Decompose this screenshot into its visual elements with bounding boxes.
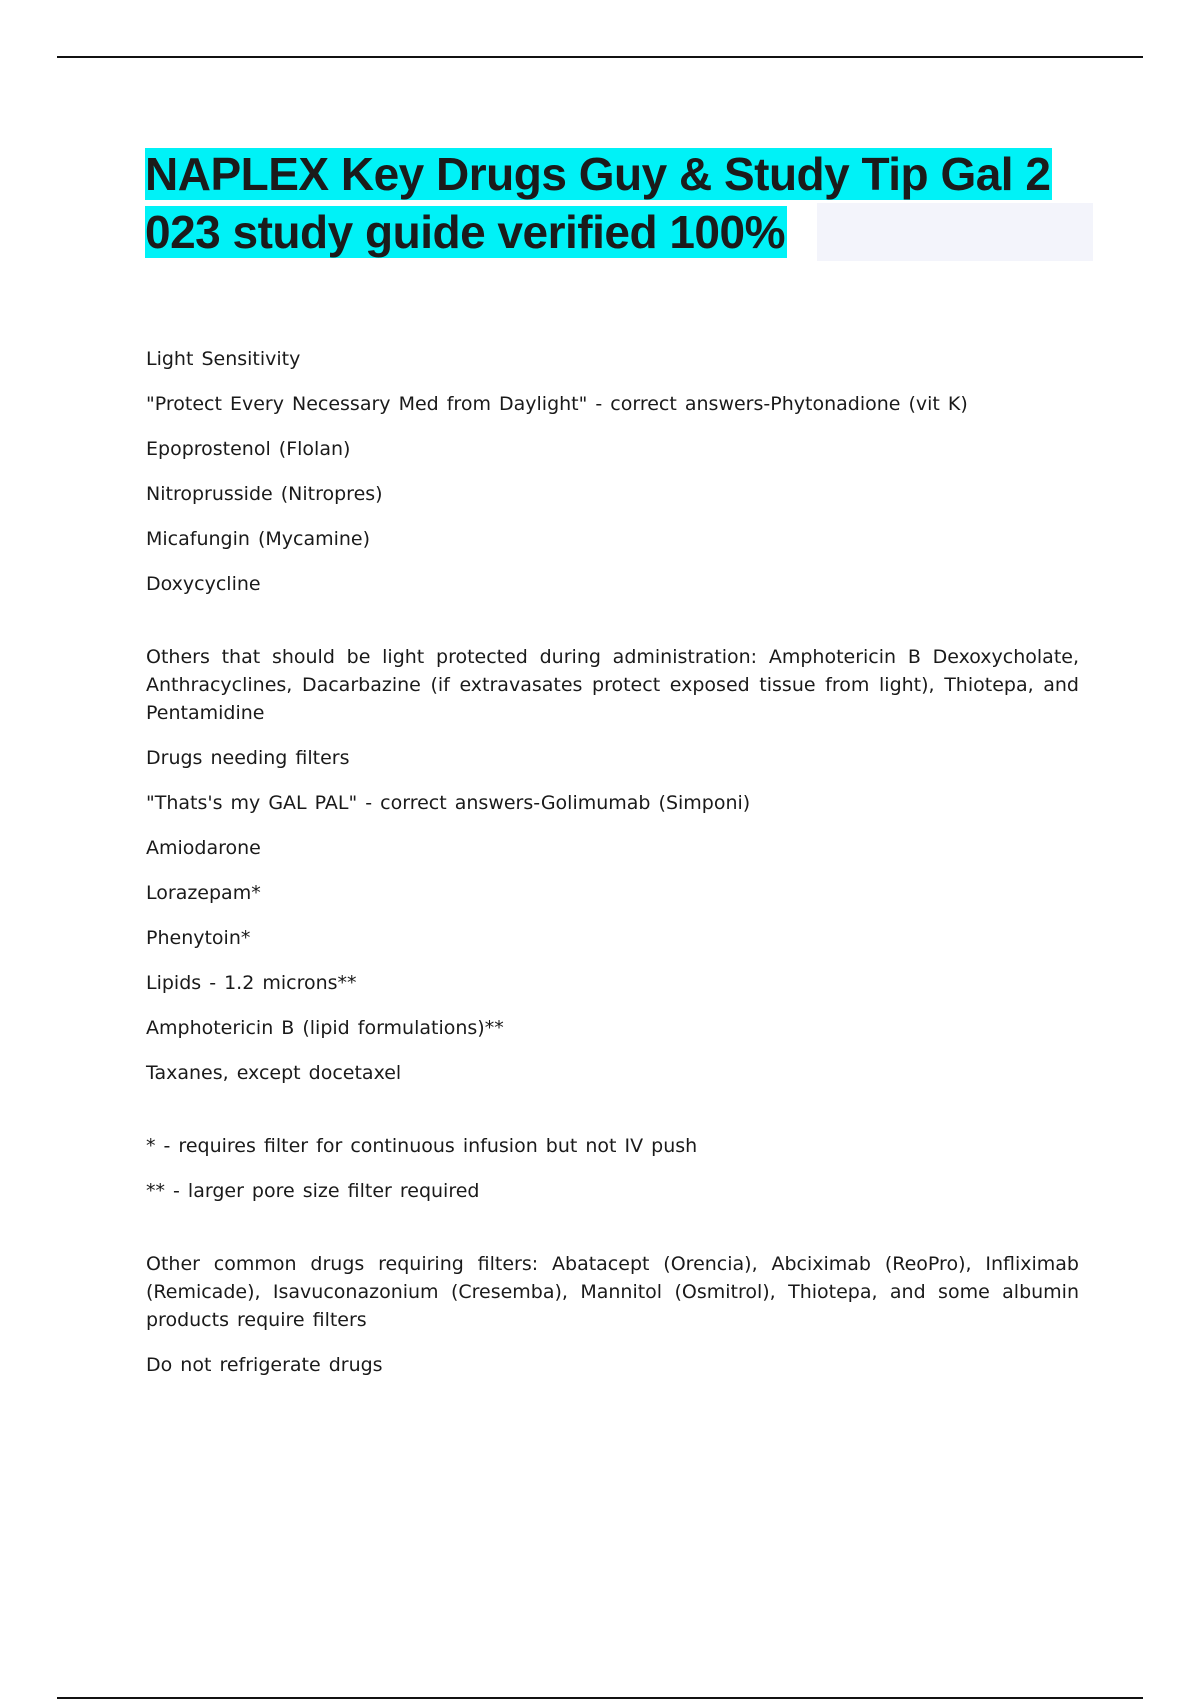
bottom-rule: [57, 1697, 1143, 1699]
document-title: [145, 145, 1093, 261]
list-item: Epoprostenol (Flolan): [146, 438, 351, 460]
title-highlight-2: 023 study guide verified 100%: [145, 206, 785, 258]
top-rule: [57, 56, 1143, 58]
section-heading-filters: Drugs needing filters: [146, 747, 350, 769]
document-body: [146, 345, 1079, 1396]
title-line-2: [145, 203, 1093, 261]
footnote: * - requires filter for continuous infusion but not IV push: [146, 1135, 698, 1157]
list-item: Doxycycline: [146, 573, 261, 595]
list-item: Amphotericin B (lipid formulations)**: [146, 1017, 504, 1039]
list-item: Phenytoin*: [146, 927, 251, 949]
list-item: Lipids - 1.2 microns**: [146, 972, 357, 994]
answer-line: "Protect Every Necessary Med from Daylight" - correct answers-Phytonadione (vit K): [146, 393, 968, 415]
section-heading-light-sensitivity: Light Sensitivity: [146, 348, 301, 370]
note-paragraph: Other common drugs requiring filters: Abatacept (Orencia), Abciximab (ReoPro), Infliximab (Remicade), Isavuconazonium (Cresemba), Mannitol (Osmitrol), Thiotepa, and some albumin products require filters: [146, 1253, 1079, 1331]
title-highlight-1: NAPLEX Key Drugs Guy & Study Tip Gal 2: [145, 148, 1051, 200]
title-line-1: [145, 145, 1093, 203]
list-item: Lorazepam*: [146, 882, 261, 904]
footnote: ** - larger pore size filter required: [146, 1180, 480, 1202]
list-item: Nitroprusside (Nitropres): [146, 483, 383, 505]
list-item: Amiodarone: [146, 837, 261, 859]
list-item: Micafungin (Mycamine): [146, 528, 371, 550]
section-heading-refrigerate: Do not refrigerate drugs: [146, 1354, 383, 1376]
note-paragraph: Others that should be light protected during administration: Amphotericin B Dexoxycholate, Anthracyclines, Dacarbazine (if extravasates protect exposed tissue from light), Thiotepa, and Pentamidine: [146, 646, 1079, 724]
list-item: Taxanes, except docetaxel: [146, 1062, 402, 1084]
answer-line: "Thats's my GAL PAL" - correct answers-Golimumab (Simponi): [146, 792, 751, 814]
